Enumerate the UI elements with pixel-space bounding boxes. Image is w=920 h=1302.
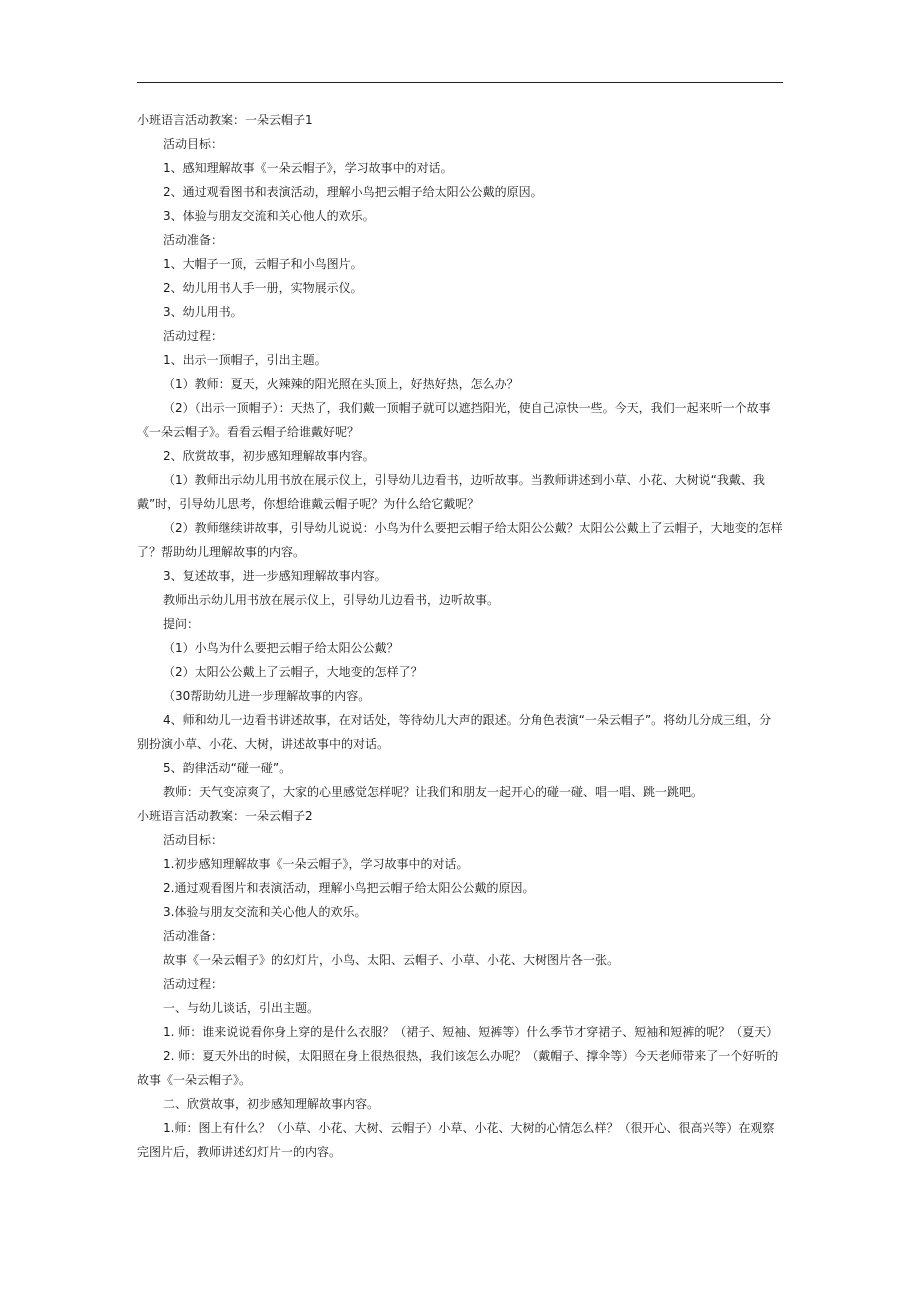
paragraph: 提问： xyxy=(163,617,200,631)
paragraph: （2）教师继续讲故事，引导幼儿说说：小鸟为什么要把云帽子给太阳公公戴？太阳公公戴上了云帽子，大地变的怎样了？帮助幼儿理解故事的内容。 xyxy=(137,521,783,559)
paragraph: 教师出示幼儿用书放在展示仪上，引导幼儿边看书，边听故事。 xyxy=(163,593,500,607)
paragraph: 2、通过观看图书和表演活动，理解小鸟把云帽子给太阳公公戴的原因。 xyxy=(163,185,543,199)
paragraph: 1.初步感知理解故事《一朵云帽子》，学习故事中的对话。 xyxy=(163,857,469,871)
paragraph: 故事《一朵云帽子》的幻灯片，小鸟、太阳、云帽子、小草、小花、大树图片各一张。 xyxy=(163,953,620,967)
document-body xyxy=(137,108,783,1164)
paragraph: 3、复述故事，进一步感知理解故事内容。 xyxy=(163,569,387,583)
paragraph: 活动准备： xyxy=(163,929,224,943)
paragraph: 5、韵律活动“碰一碰”。 xyxy=(163,761,292,775)
paragraph: （2）太阳公公戴上了云帽子，大地变的怎样了？ xyxy=(163,665,423,679)
lesson-title: 小班语言活动教案：一朵云帽子1 xyxy=(137,113,313,127)
paragraph: 4、师和幼儿一边看书讲述故事，在对话处，等待幼儿大声的跟述。分角色表演“一朵云帽子”。将幼儿分成三组，分别扮演小草、小花、大树，讲述故事中的对话。 xyxy=(137,713,772,751)
paragraph: （2）（出示一顶帽子）：天热了，我们戴一顶帽子就可以遮挡阳光，使自己凉快一些。今天，我们一起来听一个故事《一朵云帽子》。看看云帽子给谁戴好呢？ xyxy=(137,401,771,439)
paragraph: （30帮助幼儿进一步理解故事的内容。 xyxy=(163,689,371,703)
paragraph: 1、大帽子一顶，云帽子和小鸟图片。 xyxy=(163,257,363,271)
paragraph: 二、欣赏故事，初步感知理解故事内容。 xyxy=(163,1097,380,1111)
lesson-title: 小班语言活动教案：一朵云帽子2 xyxy=(137,809,313,823)
paragraph: 活动目标： xyxy=(163,137,224,151)
paragraph: 教师：天气变凉爽了，大家的心里感觉怎样呢？让我们和朋友一起开心的碰一碰、唱一唱、跳一跳吧。 xyxy=(163,785,704,799)
paragraph: 活动准备： xyxy=(163,233,224,247)
paragraph: （1）教师出示幼儿用书放在展示仪上，引导幼儿边看书，边听故事。当教师讲述到小草、小花、大树说“我戴、我戴”时，引导幼儿思考，你想给谁戴云帽子呢？为什么给它戴呢？ xyxy=(137,473,765,511)
paragraph: 2、幼儿用书人手一册，实物展示仪。 xyxy=(163,281,363,295)
paragraph: 2.通过观看图片和表演活动，理解小鸟把云帽子给太阳公公戴的原因。 xyxy=(163,881,535,895)
header-rule xyxy=(137,82,783,83)
paragraph: （1）小鸟为什么要把云帽子给太阳公公戴？ xyxy=(163,641,399,655)
paragraph: 1、感知理解故事《一朵云帽子》，学习故事中的对话。 xyxy=(163,161,453,175)
paragraph: （1）教师：夏天，火辣辣的阳光照在头顶上，好热好热，怎么办？ xyxy=(163,377,519,391)
paragraph: 活动目标： xyxy=(163,833,224,847)
paragraph: 1.师：图上有什么？（小草、小花、大树、云帽子）小草、小花、大树的心情怎么样？（很开心、很高兴等）在观察完图片后，教师讲述幻灯片一的内容。 xyxy=(137,1121,775,1159)
paragraph: 活动过程： xyxy=(163,329,224,343)
paragraph: 1、出示一顶帽子，引出主题。 xyxy=(163,353,327,367)
paragraph: 2、欣赏故事，初步感知理解故事内容。 xyxy=(163,449,375,463)
paragraph: 3、幼儿用书。 xyxy=(163,305,243,319)
paragraph: 3.体验与朋友交流和关心他人的欢乐。 xyxy=(163,905,367,919)
paragraph: 3、体验与朋友交流和关心他人的欢乐。 xyxy=(163,209,375,223)
paragraph: 一、与幼儿谈话，引出主题。 xyxy=(163,1001,320,1015)
paragraph: 2. 师：夏天外出的时候，太阳照在身上很热很热，我们该怎么办呢？（戴帽子、撑伞等）今天老师带来了一个好听的故事《一朵云帽子》。 xyxy=(137,1049,779,1087)
paragraph: 活动过程： xyxy=(163,977,224,991)
paragraph: 1. 师：谁来说说看你身上穿的是什么衣服？（裙子、短袖、短裤等）什么季节才穿裙子、短袖和短裤的呢？（夏天） xyxy=(163,1025,779,1039)
